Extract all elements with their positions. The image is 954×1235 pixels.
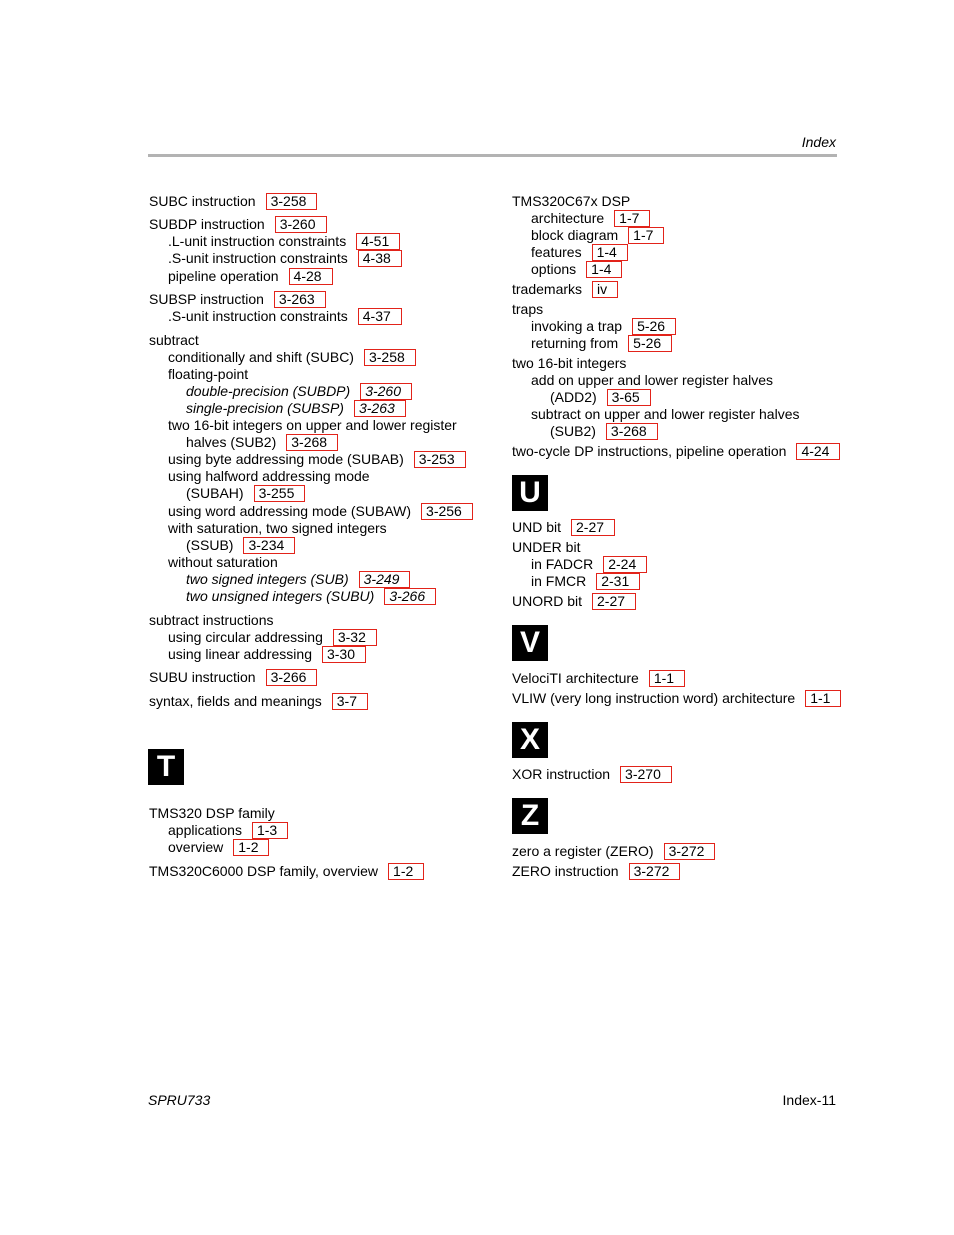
index-subentry-continued: halves (SUB2) 3-268 (186, 434, 338, 451)
index-entry: UNORD bit 2-27 (512, 593, 636, 610)
page-link[interactable]: 1-3 (252, 822, 288, 839)
section-letter-z: Z (512, 798, 548, 834)
page-link[interactable]: 2-27 (571, 519, 615, 536)
section-letter-u: U (512, 475, 548, 511)
page-link[interactable]: 3-7 (332, 693, 368, 710)
index-subentry: conditionally and shift (SUBC) 3-258 (168, 349, 416, 366)
page-link[interactable]: 1-2 (233, 839, 269, 856)
index-entry: SUBU instruction 3-266 (149, 669, 317, 686)
index-entry: trademarks iv (512, 281, 618, 298)
page-link[interactable]: 3-270 (620, 766, 672, 783)
page-link[interactable]: 1-4 (592, 244, 628, 261)
running-header: Index (801, 134, 836, 150)
index-entry: TMS320 DSP family (149, 805, 275, 821)
index-entry: UNDER bit (512, 539, 581, 555)
page-link[interactable]: 3-258 (266, 193, 318, 210)
page-link[interactable]: 1-1 (805, 690, 841, 707)
page-link[interactable]: 3-256 (421, 503, 473, 520)
section-letter-v: V (512, 625, 548, 661)
page-link[interactable]: 1-4 (586, 261, 622, 278)
index-entry: traps (512, 301, 544, 317)
page-link[interactable]: 3-260 (360, 383, 412, 400)
index-entry: UND bit 2-27 (512, 519, 615, 536)
index-subentry: architecture 1-7 (531, 210, 650, 227)
index-subentry: .S-unit instruction constraints 4-37 (168, 308, 402, 325)
page-link[interactable]: 1-7 (628, 227, 664, 244)
index-entry: SUBSP instruction 3-263 (149, 291, 326, 308)
index-entry: SUBC instruction 3-258 (149, 193, 317, 210)
index-subentry: overview 1-2 (168, 839, 269, 856)
index-subsubentry: two signed integers (SUB) 3-249 (186, 571, 410, 588)
page-link[interactable]: 3-30 (322, 646, 366, 663)
index-subentry: using linear addressing 3-30 (168, 646, 366, 663)
index-subentry: two 16-bit integers on upper and lower register (168, 417, 457, 433)
page-link[interactable]: 2-24 (603, 556, 647, 573)
index-entry: VLIW (very long instruction word) architecture 1-1 (512, 690, 841, 707)
page-link[interactable]: 3-263 (274, 291, 326, 308)
page-link[interactable]: 4-38 (358, 250, 402, 267)
page-link[interactable]: iv (592, 281, 618, 298)
index-entry: zero a register (ZERO) 3-272 (512, 843, 715, 860)
page-link[interactable]: 4-51 (356, 233, 400, 250)
index-subentry: without saturation (168, 554, 278, 570)
page-link[interactable]: 3-234 (243, 537, 295, 554)
section-letter-x: X (512, 722, 548, 758)
index-subentry: using circular addressing 3-32 (168, 629, 377, 646)
page-link[interactable]: 4-24 (796, 443, 840, 460)
index-subentry: in FMCR 2-31 (531, 573, 640, 590)
page-link[interactable]: 3-260 (275, 216, 327, 233)
index-subentry: floating-point (168, 366, 249, 382)
index-subsubentry: two unsigned integers (SUBU) 3-266 (186, 588, 436, 605)
page-link[interactable]: 4-28 (289, 268, 333, 285)
page-link[interactable]: 3-272 (629, 863, 681, 880)
page-link[interactable]: 1-2 (388, 863, 424, 880)
page-link[interactable]: 3-268 (286, 434, 338, 451)
section-letter-t: T (148, 749, 184, 785)
page-link[interactable]: 3-266 (266, 669, 318, 686)
page-link[interactable]: 3-65 (607, 389, 651, 406)
page-link[interactable]: 3-255 (254, 485, 306, 502)
index-entry: two-cycle DP instructions, pipeline operation 4-24 (512, 443, 840, 460)
index-subentry: returning from 5-26 (531, 335, 672, 352)
page-link[interactable]: 4-37 (358, 308, 402, 325)
page-link[interactable]: 3-266 (384, 588, 436, 605)
index-subentry: add on upper and lower register halves (531, 372, 774, 388)
footer-page-number: Index-11 (782, 1092, 836, 1108)
index-subentry: .S-unit instruction constraints 4-38 (168, 250, 402, 267)
index-entry: XOR instruction 3-270 (512, 766, 672, 783)
page-link[interactable]: 3-249 (359, 571, 411, 588)
index-subentry: block diagram 1-7 (531, 227, 664, 244)
index-subentry: using halfword addressing mode (168, 468, 370, 484)
page-link[interactable]: 1-1 (649, 670, 685, 687)
index-subentry: applications 1-3 (168, 822, 288, 839)
footer-doc-id: SPRU733 (148, 1092, 211, 1108)
index-entry: TMS320C67x DSP (512, 193, 631, 209)
page-link[interactable]: 5-26 (632, 318, 676, 335)
index-subentry: .L-unit instruction constraints 4-51 (168, 233, 400, 250)
page-link[interactable]: 3-32 (333, 629, 377, 646)
index-subentry: pipeline operation 4-28 (168, 268, 333, 285)
index-entry: SUBDP instruction 3-260 (149, 216, 327, 233)
index-entry: TMS320C6000 DSP family, overview 1-2 (149, 863, 424, 880)
page-link[interactable]: 2-31 (596, 573, 640, 590)
page-link[interactable]: 1-7 (614, 210, 650, 227)
index-subsubentry: double-precision (SUBDP) 3-260 (186, 383, 412, 400)
index-subentry-continued: (ADD2) 3-65 (550, 389, 651, 406)
page-link[interactable]: 3-263 (354, 400, 406, 417)
index-subentry: with saturation, two signed integers (168, 520, 387, 536)
index-entry: ZERO instruction 3-272 (512, 863, 680, 880)
index-subentry: using byte addressing mode (SUBAB) 3-253 (168, 451, 466, 468)
index-entry: syntax, fields and meanings 3-7 (149, 693, 368, 710)
page-link[interactable]: 3-253 (414, 451, 466, 468)
page-link[interactable]: 5-26 (628, 335, 672, 352)
index-entry: subtract instructions (149, 612, 274, 628)
index-entry: subtract (149, 332, 199, 348)
page-link[interactable]: 2-27 (592, 593, 636, 610)
index-subentry: invoking a trap 5-26 (531, 318, 676, 335)
index-subentry: options 1-4 (531, 261, 622, 278)
index-subentry: subtract on upper and lower register halves (531, 406, 800, 422)
index-entry: VelociTI architecture 1-1 (512, 670, 685, 687)
index-subentry-continued: (SSUB) 3-234 (186, 537, 295, 554)
page-link[interactable]: 3-268 (606, 423, 658, 440)
index-subentry: in FADCR 2-24 (531, 556, 647, 573)
index-subentry: using word addressing mode (SUBAW) 3-256 (168, 503, 473, 520)
index-subentry-continued: (SUB2) 3-268 (550, 423, 658, 440)
page-link[interactable]: 3-272 (664, 843, 716, 860)
index-subentry-continued: (SUBAH) 3-255 (186, 485, 305, 502)
index-subsubentry: single-precision (SUBSP) 3-263 (186, 400, 406, 417)
page-link[interactable]: 3-258 (364, 349, 416, 366)
index-subentry: features 1-4 (531, 244, 628, 261)
index-entry: two 16-bit integers (512, 355, 627, 371)
